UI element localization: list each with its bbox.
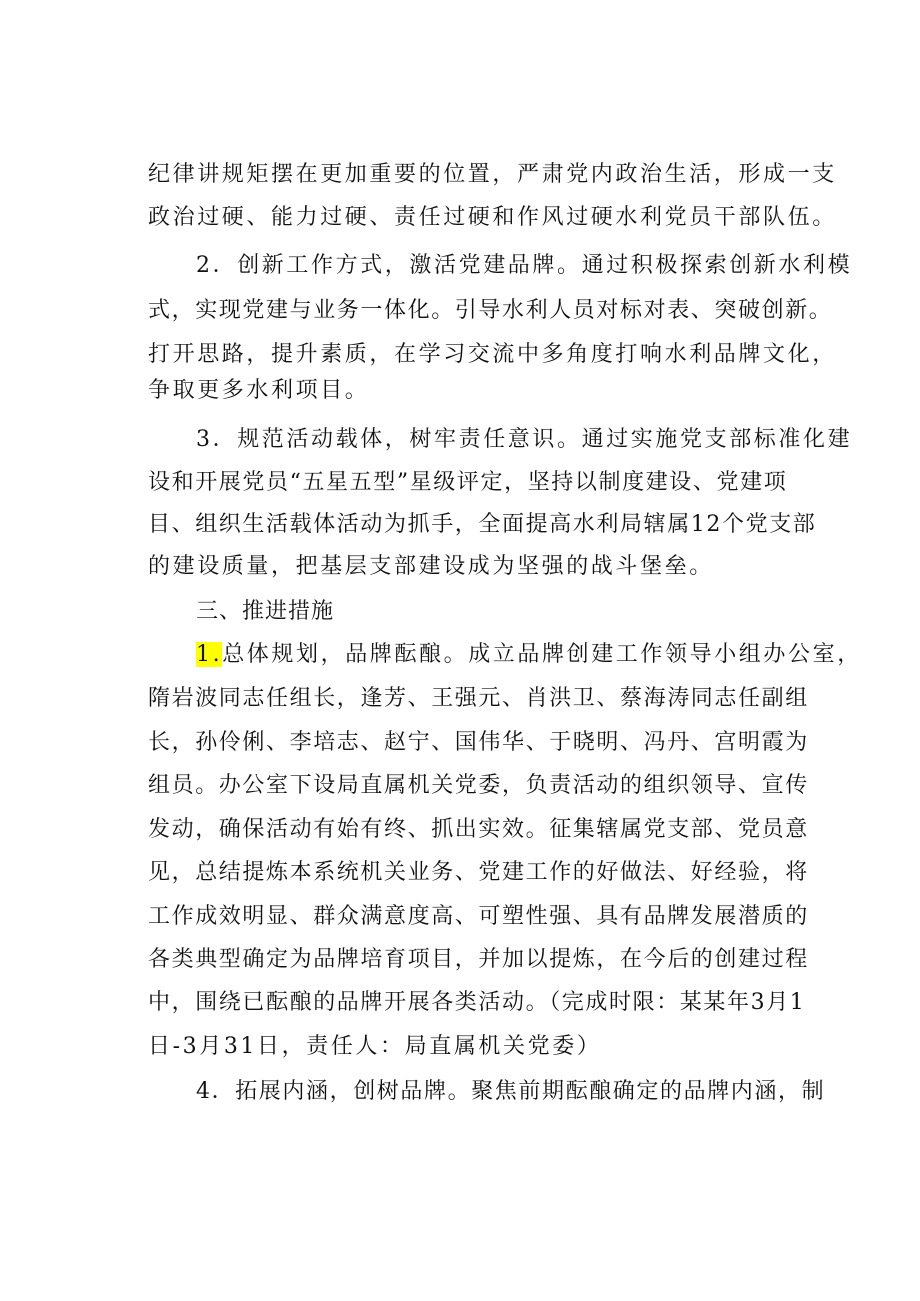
paragraph-line: 式，实现党建与业务一体化。引导水利人员对标对表、突破创新。 [148, 298, 833, 323]
section-heading: 三、推进措施 [196, 599, 335, 624]
paragraph-line: 日-3月31日，责任人：局直属机关党委） [148, 1034, 602, 1059]
paragraph-line: 工作成效明显、群众满意度高、可塑性强、具有品牌发展潜质的 [148, 904, 809, 929]
paragraph-line: 的建设质量，把基层支部建设成为坚强的战斗堡垒。 [148, 554, 714, 579]
paragraph-text: 总体规划，品牌酝酿。成立品牌创建工作领导小组办公室， [222, 642, 862, 667]
paragraph-line: 目、组织生活载体活动为抓手，全面提高水利局辖属12个党支部 [148, 512, 817, 537]
paragraph-line: 见，总结提炼本系统机关业务、党建工作的好做法、好经验，将 [148, 860, 809, 885]
paragraph-line: 组员。办公室下设局直属机关党委，负责活动的组织领导、宣传 [148, 773, 809, 798]
paragraph-line-item-1 [196, 640, 862, 670]
paragraph-line: 争取更多水利项目。 [148, 378, 370, 403]
highlighted-number: 1. [196, 642, 223, 667]
paragraph-line-item-3: 3．规范活动载体，树牢责任意识。通过实施党支部标准化建 [196, 427, 853, 452]
paragraph-line: 隋岩波同志任组长，逢芳、王强元、肖洪卫、蔡海涛同志任副组 [148, 686, 809, 711]
paragraph-line: 设和开展党员“五星五型”星级评定，坚持以制度建设、党建项 [148, 470, 788, 495]
paragraph-line: 发动，确保活动有始有终、抓出实效。征集辖属党支部、党员意 [148, 817, 809, 842]
paragraph-line: 纪律讲规矩摆在更加重要的位置，严肃党内政治生活，形成一支 [148, 162, 837, 187]
paragraph-line-item-4: 4．拓展内涵，创树品牌。聚焦前期酝酿确定的品牌内涵，制 [196, 1079, 826, 1104]
paragraph-line-item-2: 2．创新工作方式，激活党建品牌。通过积极探索创新水利模 [196, 253, 853, 278]
paragraph-line: 打开思路，提升素质，在学习交流中多角度打响水利品牌文化， [148, 342, 837, 367]
paragraph-line: 中，围绕已酝酿的品牌开展各类活动。（完成时限：某某年3月1 [148, 990, 806, 1015]
paragraph-line: 长，孙伶俐、李培志、赵宁、国伟华、于晓明、冯丹、宫明霞为 [148, 730, 809, 755]
paragraph-line: 政治过硬、能力过硬、责任过硬和作风过硬水利党员干部队伍。 [148, 205, 837, 230]
paragraph-line: 各类典型确定为品牌培育项目，并加以提炼，在今后的创建过程 [148, 947, 809, 972]
